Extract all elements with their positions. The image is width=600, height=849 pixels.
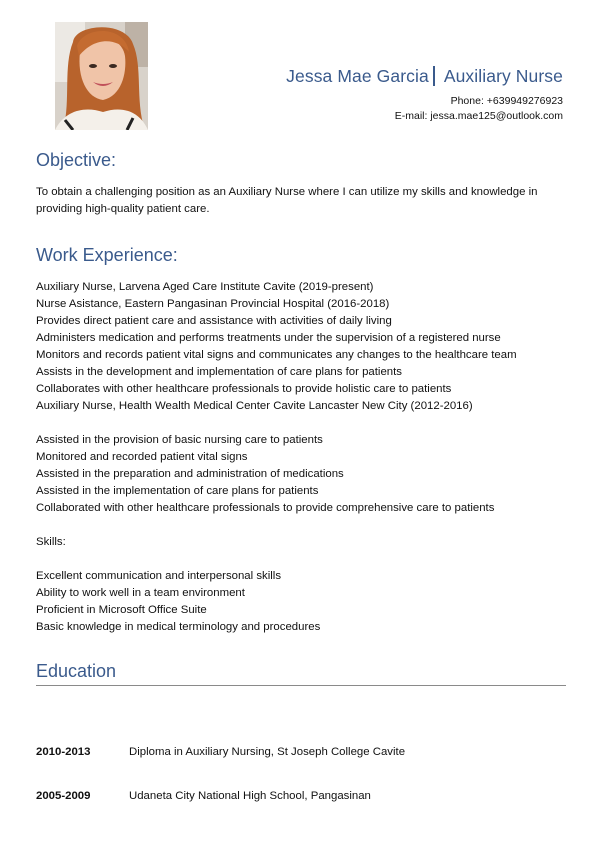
- header-name-title: [286, 66, 563, 87]
- skill-item: Excellent communication and interpersonal skills: [36, 570, 282, 582]
- skill-item: Proficient in Microsoft Office Suite: [36, 604, 207, 616]
- work-experience-heading: Work Experience:: [36, 245, 178, 265]
- contact-email: E-mail: jessa.mae125@outlook.com: [394, 110, 563, 122]
- skills-list: [36, 568, 320, 636]
- education-heading: Education: [36, 661, 117, 681]
- title-divider: [433, 66, 435, 86]
- skill-item: Ability to work well in a team environment: [36, 587, 245, 599]
- work-line: Collaborated with other healthcare professionals to provide comprehensive care to patients: [36, 502, 495, 514]
- work-line: Assisted in the implementation of care plans for patients: [36, 485, 319, 497]
- work-experience-list-2: [36, 432, 494, 517]
- work-line: Auxiliary Nurse, Larvena Aged Care Institute Cavite (2019-present): [36, 281, 374, 293]
- education-entry: [36, 746, 405, 758]
- job-title: Auxiliary Nurse: [443, 66, 563, 86]
- work-line: Provides direct patient care and assistance with activities of daily living: [36, 315, 392, 327]
- contact-phone: Phone: +639949276923: [450, 95, 563, 107]
- education-entry: [36, 790, 371, 802]
- work-experience-list-1: [36, 279, 517, 415]
- education-years: 2010-2013: [36, 746, 91, 758]
- work-line: Collaborates with other healthcare professionals to provide holistic care to patients: [36, 383, 452, 395]
- education-divider: [36, 685, 566, 686]
- work-line: Monitored and recorded patient vital signs: [36, 451, 248, 463]
- work-line: Assisted in the preparation and administration of medications: [36, 468, 344, 480]
- work-line: Nurse Asistance, Eastern Pangasinan Provincial Hospital (2016-2018): [36, 298, 390, 310]
- education-detail: Diploma in Auxiliary Nursing, St Joseph College Cavite: [129, 746, 406, 758]
- profile-photo: [55, 22, 148, 130]
- work-line: Auxiliary Nurse, Health Wealth Medical Center Cavite Lancaster New City (2012-2016): [36, 400, 473, 412]
- education-years: 2005-2009: [36, 790, 91, 802]
- skills-label: [36, 534, 66, 551]
- work-line: Assists in the development and implementation of care plans for patients: [36, 366, 402, 378]
- work-line: Administers medication and performs treatments under the supervision of a registered nurse: [36, 332, 501, 344]
- objective-heading: Objective:: [36, 150, 117, 170]
- work-line: Assisted in the provision of basic nursing care to patients: [36, 434, 323, 446]
- skills-label-text: Skills:: [36, 536, 66, 548]
- work-line: Monitors and records patient vital signs and communicates any changes to the healthcare team: [36, 349, 517, 361]
- objective-text: To obtain a challenging position as an Auxiliary Nurse where I can utilize my skills and knowledge in providing high-quality patient care.: [36, 186, 538, 215]
- candidate-name: Jessa Mae Garcia: [286, 66, 429, 86]
- education-detail: Udaneta City National High School, Pangasinan: [129, 790, 371, 802]
- skill-item: Basic knowledge in medical terminology and procedures: [36, 621, 321, 633]
